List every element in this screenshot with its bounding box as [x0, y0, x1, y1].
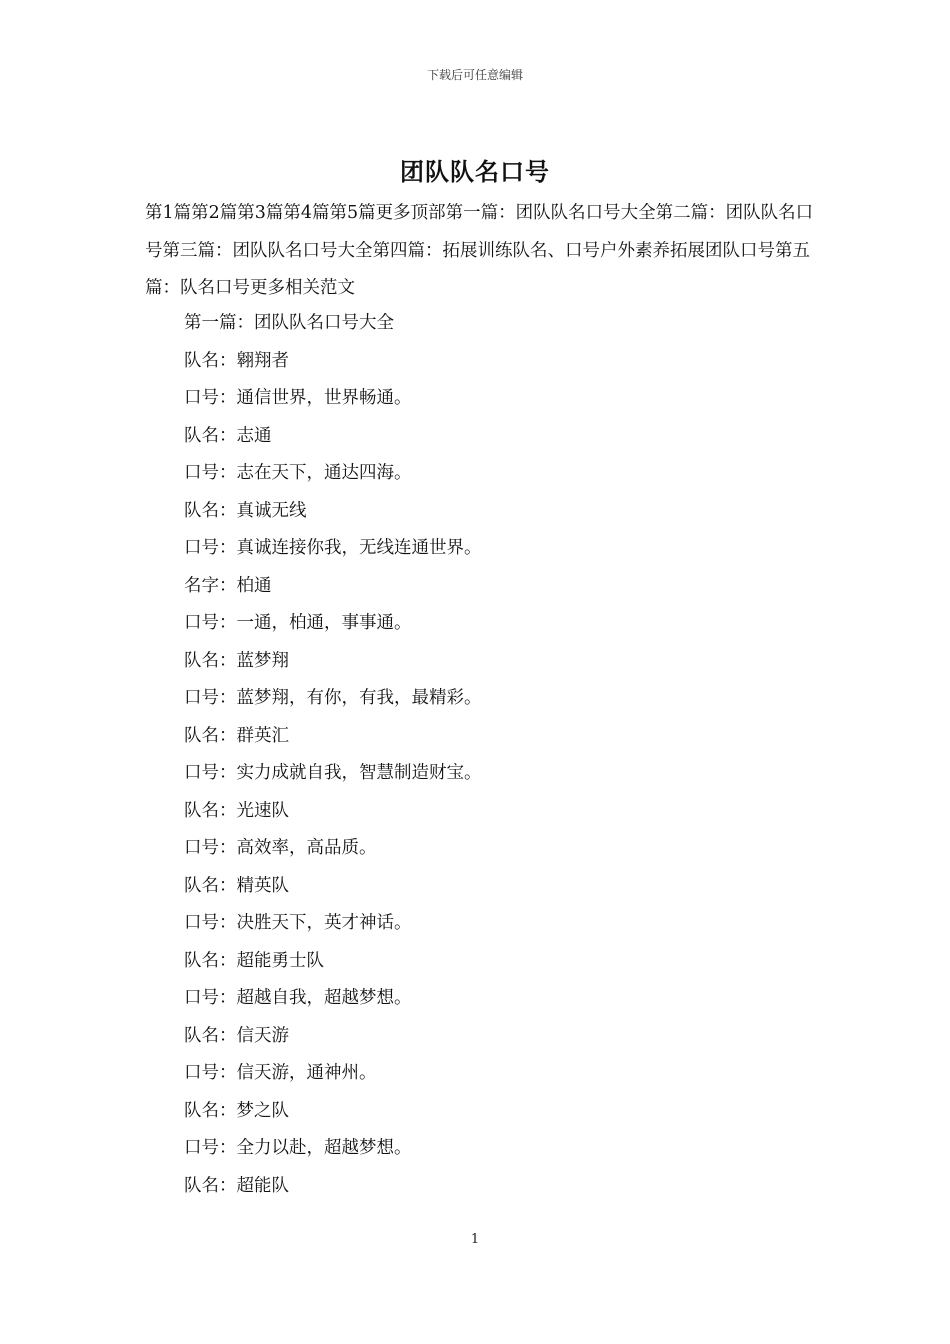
- slogan-line: 口号：蓝梦翔，有你，有我，最精彩。: [184, 688, 482, 708]
- team-name-line: 队名：群英汇: [184, 725, 289, 746]
- slogan-line: 口号：信天游，通神州。: [184, 1063, 377, 1083]
- page-number: 1: [470, 1232, 480, 1247]
- team-name-line: 名字：柏通: [184, 575, 272, 596]
- slogan-line: 口号：真诚连接你我，无线连通世界。: [184, 538, 482, 558]
- header-note: 下载后可任意编辑: [426, 68, 523, 82]
- slogan-line: 口号：全力以赴，超越梦想。: [184, 1138, 412, 1158]
- slogan-line: 口号：决胜天下，英才神话。: [184, 913, 412, 933]
- team-name-line: 队名：志通: [184, 425, 272, 446]
- team-name-line: 队名：真诚无线: [184, 500, 307, 521]
- team-name-line: 队名：光速队: [184, 800, 289, 821]
- team-name-line: 队名：信天游: [184, 1025, 289, 1046]
- slogan-line: 口号：实力成就自我，智慧制造财宝。: [184, 763, 482, 783]
- table-of-contents-paragraph: 第1篇第2篇第3篇第4篇第5篇更多顶部第一篇：团队队名口号大全第二篇：团队队名口号第三篇：团队队名口号大全第四篇：拓展训练队名、口号户外素养拓展团队口号第五篇：队名口号更多相关范文: [145, 203, 814, 298]
- slogan-line: 口号：超越自我，超越梦想。: [184, 988, 412, 1008]
- section-heading: 第一篇：团队队名口号大全: [184, 313, 394, 333]
- team-name-line: 队名：超能勇士队: [184, 950, 324, 971]
- slogan-line: 口号：高效率，高品质。: [184, 838, 377, 858]
- team-name-line: 队名：精英队: [184, 875, 289, 896]
- document-title: 团队队名口号: [400, 158, 550, 186]
- team-name-line: 队名：梦之队: [184, 1100, 289, 1121]
- slogan-line: 口号：通信世界，世界畅通。: [184, 388, 412, 408]
- body-lines: [184, 305, 814, 1205]
- team-name-line: 队名：蓝梦翔: [184, 650, 289, 671]
- team-name-line: 队名：超能队: [184, 1175, 289, 1196]
- team-name-line: 队名：翱翔者: [184, 350, 289, 371]
- slogan-line: 口号：志在天下，通达四海。: [184, 463, 412, 483]
- slogan-line: 口号：一通，柏通，事事通。: [184, 613, 412, 633]
